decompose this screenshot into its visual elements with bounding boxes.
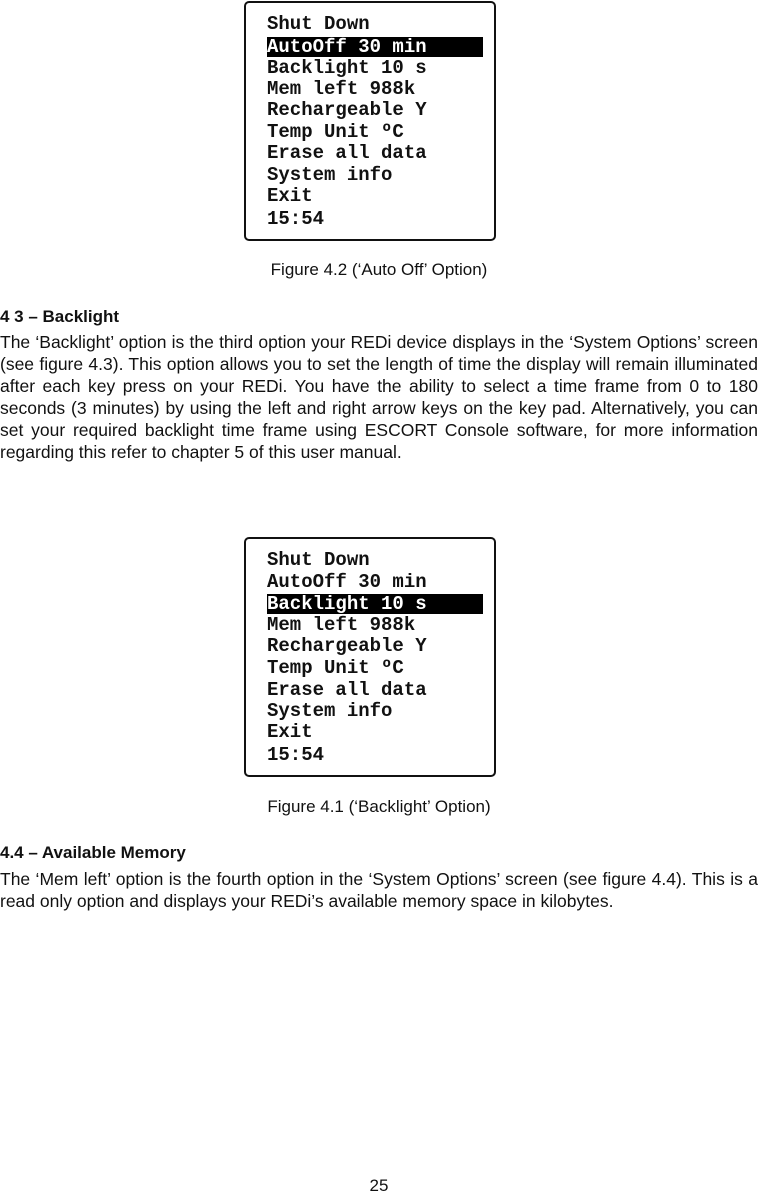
menu-item-temp-unit: Temp Unit ºC [267,121,404,143]
menu-item-mem-left: Mem left 988k [267,78,416,100]
menu-item-exit: Exit [267,185,313,207]
section-heading-available-memory: 4.4 – Available Memory [0,843,186,862]
menu-item-backlight-selected: Backlight 10 s [267,594,483,614]
menu-item-auto-off-selected: AutoOff 30 min [267,37,483,57]
clock-readout: 15:54 [267,208,325,230]
menu-item-mem-left: Mem left 988k [267,614,416,636]
figure-caption-4-1: Figure 4.1 (‘Backlight’ Option) [267,797,491,816]
section-heading-backlight: 4 3 – Backlight [0,307,120,326]
menu-item-shut-down: Shut Down [267,549,370,571]
clock-readout: 15:54 [267,744,325,766]
page-number: 25 [369,1176,389,1195]
menu-item-erase-all-data: Erase all data [267,142,427,164]
menu-item-erase-all-data: Erase all data [267,679,427,701]
menu-item-system-info: System info [267,700,393,722]
menu-item-shut-down: Shut Down [267,13,370,35]
menu-item-exit: Exit [267,721,313,743]
paragraph-backlight: The ‘Backlight’ option is the third option your REDi device displays in the ‘System Options’ screen (see figure 4.3). This option allows you to set the length of time the display will remain illuminated after each key press on your REDi. You have the ability to select a time frame from 0 to 180 seconds (3 minutes) by using the left and right arrow keys on the key pad. Alternatively, you can set your required backlight time frame using ESCORT Console software, for more information regarding this refer to chapter 5 of this user manual. [0,332,758,462]
menu-item-rechargeable: Rechargeable Y [267,99,427,121]
menu-item-temp-unit: Temp Unit ºC [267,657,404,679]
menu-item-rechargeable: Rechargeable Y [267,635,427,657]
lcd-screen-auto-off [244,1,496,241]
paragraph-available-memory: The ‘Mem left’ option is the fourth option in the ‘System Options’ screen (see figure 4.4). This is a read only option and displays your REDi’s available memory space in kilobytes. [0,869,758,911]
menu-item-backlight: Backlight 10 s [267,57,427,79]
menu-item-auto-off: AutoOff 30 min [267,571,427,593]
figure-caption-4-2: Figure 4.2 (‘Auto Off’ Option) [270,260,488,279]
menu-item-system-info: System info [267,164,393,186]
lcd-screen-backlight [244,537,496,777]
